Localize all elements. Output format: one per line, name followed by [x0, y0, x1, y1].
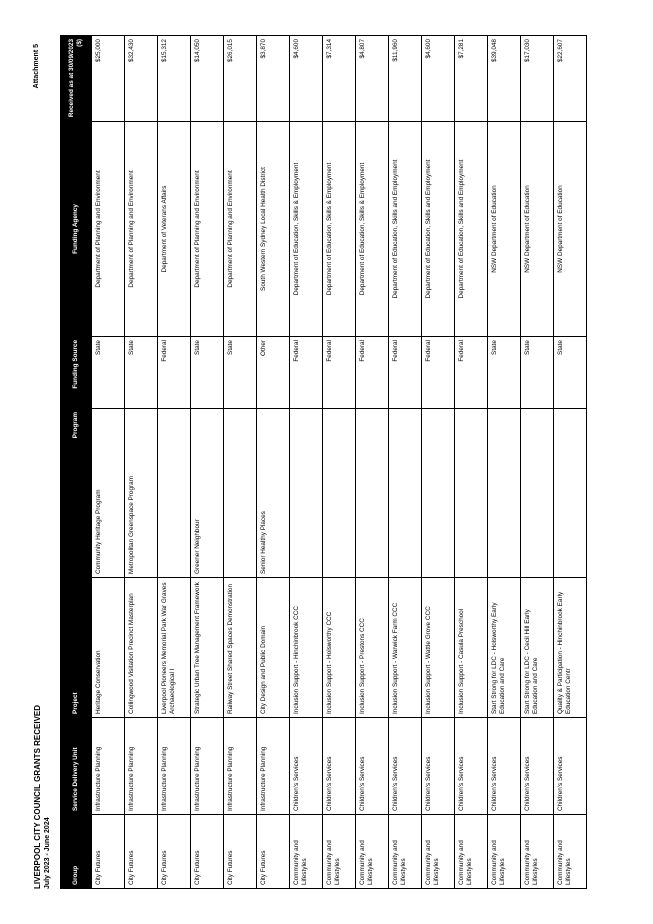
cell-received: $14,050	[191, 36, 224, 122]
document-subtitle: July 2023 - June 2024	[44, 817, 51, 889]
cell-service-delivery-unit: Children's Services	[389, 718, 422, 815]
cell-funding-source: Federal	[290, 337, 323, 409]
table-row	[389, 36, 422, 889]
cell-received: $7,314	[323, 36, 356, 122]
cell-funding-agency: South Western Sydney Local Health District	[257, 122, 290, 337]
cell-program	[224, 409, 257, 578]
cell-received: $26,015	[224, 36, 257, 122]
cell-service-delivery-unit: Infrastructure Planning	[191, 718, 224, 815]
table-row	[554, 36, 587, 889]
cell-program	[356, 409, 389, 578]
cell-service-delivery-unit: Children's Services	[488, 718, 521, 815]
cell-funding-source: State	[92, 337, 125, 409]
cell-received: $39,048	[488, 36, 521, 122]
cell-funding-agency: Department of Planning and Environment	[224, 122, 257, 337]
cell-group: City Futures	[224, 815, 257, 889]
cell-program	[554, 409, 587, 578]
cell-program	[521, 409, 554, 578]
cell-funding-agency: Department of Education, Skills & Employment	[290, 122, 323, 337]
cell-project: Inclusion Support - Wattle Grove CCC	[422, 578, 455, 718]
cell-received: $4,600	[422, 36, 455, 122]
cell-service-delivery-unit: Children's Services	[323, 718, 356, 815]
cell-funding-source: State	[488, 337, 521, 409]
cell-project: Inclusion Support - Hinchinbrook CCC	[290, 578, 323, 718]
cell-funding-source: State	[554, 337, 587, 409]
cell-service-delivery-unit: Infrastructure Planning	[158, 718, 191, 815]
table-row	[125, 36, 158, 889]
cell-received: $11,960	[389, 36, 422, 122]
header-received: Received as at 30/09/2023 ($)	[61, 36, 92, 122]
cell-program	[455, 409, 488, 578]
table-row	[455, 36, 488, 889]
cell-program: Community Heritage Program	[92, 409, 125, 578]
cell-service-delivery-unit: Children's Services	[290, 718, 323, 815]
table-row	[191, 36, 224, 889]
cell-project: Quality & Participation - Hinchinbrook Early Education Centr	[554, 578, 587, 718]
cell-service-delivery-unit: Infrastructure Planning	[257, 718, 290, 815]
cell-group: Community and Lifestyles	[389, 815, 422, 889]
cell-funding-agency: Department of Planning and Environment	[92, 122, 125, 337]
cell-group: Community and Lifestyles	[455, 815, 488, 889]
cell-received: $32,430	[125, 36, 158, 122]
table-row	[422, 36, 455, 889]
cell-funding-agency: Department of Education, Skills and Employment	[422, 122, 455, 337]
cell-funding-agency: NSW Department of Education	[488, 122, 521, 337]
cell-funding-source: Federal	[356, 337, 389, 409]
table-row	[356, 36, 389, 889]
cell-project: Collingwood Visitation Precinct Masterplan	[125, 578, 158, 718]
table-body	[92, 36, 587, 889]
cell-service-delivery-unit: Children's Services	[521, 718, 554, 815]
cell-project: Inclusion Support - Holsworthy CCC	[323, 578, 356, 718]
cell-group: Community and Lifestyles	[521, 815, 554, 889]
cell-funding-agency: Department of Planning and Environment	[125, 122, 158, 337]
table-row	[290, 36, 323, 889]
cell-service-delivery-unit: Children's Services	[554, 718, 587, 815]
header-program: Program	[61, 409, 92, 578]
cell-funding-source: State	[224, 337, 257, 409]
cell-funding-agency: NSW Department of Education	[521, 122, 554, 337]
cell-group: City Futures	[158, 815, 191, 889]
cell-service-delivery-unit: Children's Services	[422, 718, 455, 815]
cell-funding-source: Other	[257, 337, 290, 409]
cell-funding-agency: Department of Education, Skills and Employment	[389, 122, 422, 337]
cell-program	[158, 409, 191, 578]
table-row	[521, 36, 554, 889]
table-row	[92, 36, 125, 889]
cell-group: Community and Lifestyles	[290, 815, 323, 889]
cell-funding-agency: Department of Planning and Environment	[191, 122, 224, 337]
cell-project: Start Strong for LDC - Holsworthy Early Education and Care	[488, 578, 521, 718]
cell-program: Metropolitan Greenspace Program	[125, 409, 158, 578]
cell-received: $3,870	[257, 36, 290, 122]
cell-project: Heritage Conservation	[92, 578, 125, 718]
cell-group: City Futures	[191, 815, 224, 889]
cell-funding-source: State	[521, 337, 554, 409]
cell-group: City Futures	[92, 815, 125, 889]
cell-program	[488, 409, 521, 578]
cell-program: Senior Healthy Places	[257, 409, 290, 578]
header-service-delivery-unit: Service Delivery Unit	[61, 718, 92, 815]
header-funding-source: Funding Source	[61, 337, 92, 409]
cell-group: Community and Lifestyles	[323, 815, 356, 889]
cell-received: $4,600	[290, 36, 323, 122]
cell-project: Railway Street Shared Spaces Demonstration	[224, 578, 257, 718]
cell-received: $4,807	[356, 36, 389, 122]
cell-funding-source: Federal	[422, 337, 455, 409]
cell-received: $22,607	[554, 36, 587, 122]
cell-funding-source: State	[191, 337, 224, 409]
document-title: LIVERPOOL CITY COUNCIL GRANTS RECEIVED	[33, 704, 42, 889]
table-row	[158, 36, 191, 889]
cell-project: Inclusion Support - Warwick Farm CCC	[389, 578, 422, 718]
cell-received: $15,312	[158, 36, 191, 122]
cell-service-delivery-unit: Children's Services	[455, 718, 488, 815]
cell-program	[422, 409, 455, 578]
cell-received: $17,030	[521, 36, 554, 122]
header-group: Group	[61, 815, 92, 889]
cell-service-delivery-unit: Infrastructure Planning	[224, 718, 257, 815]
cell-group: Community and Lifestyles	[488, 815, 521, 889]
cell-program	[323, 409, 356, 578]
table-header-row	[61, 36, 92, 889]
cell-program	[389, 409, 422, 578]
cell-funding-source: Federal	[158, 337, 191, 409]
cell-project: Inclusion Support - Prestons CCC	[356, 578, 389, 718]
cell-group: Community and Lifestyles	[356, 815, 389, 889]
table-row	[224, 36, 257, 889]
cell-funding-source: State	[125, 337, 158, 409]
cell-program: Greener Neighbour	[191, 409, 224, 578]
cell-funding-agency: Department of Education, Skills and Employment	[455, 122, 488, 337]
table-row	[257, 36, 290, 889]
cell-group: Community and Lifestyles	[554, 815, 587, 889]
cell-group: City Futures	[257, 815, 290, 889]
table-row	[323, 36, 356, 889]
cell-funding-source: Federal	[389, 337, 422, 409]
grants-table	[60, 35, 587, 889]
table-row	[488, 36, 521, 889]
attachment-label: Attachment 5	[33, 44, 40, 89]
cell-funding-source: Federal	[323, 337, 356, 409]
cell-received: $7,281	[455, 36, 488, 122]
cell-received: $25,000	[92, 36, 125, 122]
cell-funding-source: Federal	[455, 337, 488, 409]
cell-funding-agency: Department of Education, Skills & Employment	[356, 122, 389, 337]
cell-funding-agency: Department of Education, Skills & Employment	[323, 122, 356, 337]
cell-funding-agency: NSW Department of Education	[554, 122, 587, 337]
cell-group: Community and Lifestyles	[422, 815, 455, 889]
cell-project: Start Strong for LDC - Cecil Hill Early Education and Care	[521, 578, 554, 718]
cell-project: Inclusion Support - Casula Preschool	[455, 578, 488, 718]
cell-group: City Futures	[125, 815, 158, 889]
header-funding-agency: Funding Agency	[61, 122, 92, 337]
cell-project: Liverpool Pioneers Memorial Park War Graves Archaeological I	[158, 578, 191, 718]
cell-project: City Design and Public Domain	[257, 578, 290, 718]
cell-program	[290, 409, 323, 578]
header-project: Project	[61, 578, 92, 718]
cell-service-delivery-unit: Infrastructure Planning	[125, 718, 158, 815]
cell-service-delivery-unit: Infrastructure Planning	[92, 718, 125, 815]
cell-funding-agency: Department of Veterans Affairs	[158, 122, 191, 337]
cell-service-delivery-unit: Children's Services	[356, 718, 389, 815]
cell-project: Strategic Urban Tree Management Framework	[191, 578, 224, 718]
